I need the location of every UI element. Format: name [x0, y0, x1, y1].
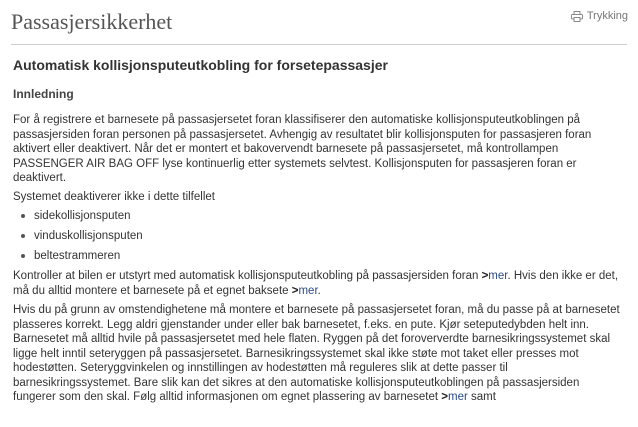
period: .: [317, 284, 321, 297]
page-title: Passasjersikkerhet: [11, 9, 173, 34]
more-label: mer: [298, 284, 318, 297]
subheading-innledning: Innledning: [13, 86, 74, 101]
intro-paragraph: For å registrere et barnesete på passasjersetet foran klassifiserer den automatiske kollisjonsputeutkoblingen på passasjersiden foran personen på passasjersetet. Avhengig av resultatet blir kollisjonsputen for passasjeren foran aktivert eller deaktivert. Når det er montert et bakovervendt barnesete på passasjersetet, må kontrollampen PASSENGER AIR BAG OFF lyse kontinuerlig etter systemets selvtest. Kollisjonsputen for passasjeren foran er deaktivert.: [13, 114, 592, 184]
placement-text-1: Hvis du på grunn av omstendighetene må montere et barnesete på passasjersetet foran, må du passe på at barnesetet plasseres korrekt. Legg aldri gjenstander under eller bak barnesetet, f.eks. en pute. Kjør seteputedybden helt inn. Barnesetet må alltid hvile på passasjersetet med hele flaten. Ryggen på det foroververdte barnesikringssystemet skal ligge helt inntil seteryggen på passasjersetet. Barnesikringssystemet skal ikke støte mot taket eller presses mot hodestøtten. Seteryggvinkelen og innstillingen av hodestøtten må reguleres slik at dette passer til barnesikringssystemet. Bare slik kan det sikres at den automatiske kollisjonsputeutkoblingen på passasjersiden fungerer som den skal. Følg alltid informasjonen om egnet plassering av barnesetet: [13, 304, 620, 403]
more-link[interactable]: [441, 391, 468, 403]
main-content: [13, 58, 625, 405]
bullet-list: [13, 206, 625, 266]
list-item: sidekollisjonsputen: [20, 206, 625, 226]
print-button[interactable]: [571, 10, 628, 22]
list-item: vinduskollisjonsputen: [20, 226, 625, 246]
placement-paragraph: [13, 303, 625, 405]
kontroller-paragraph: [13, 269, 625, 298]
section-title: Automatisk kollisjonsputeutkobling for forsetepassasjer: [13, 57, 388, 73]
more-arrow: >: [291, 284, 299, 297]
more-link[interactable]: [292, 285, 318, 297]
print-label: Trykking: [586, 10, 628, 22]
page-header: [0, 0, 638, 46]
kontroller-text-2: . Hvis den ikke er det, må du alltid montere et barnesete på et egnet baksete: [13, 270, 619, 297]
more-label: mer: [448, 391, 468, 403]
printer-icon: [571, 11, 583, 22]
more-arrow: >: [441, 391, 448, 403]
list-intro: Systemet deaktiverer ikke i dette tilfellet: [13, 190, 215, 203]
list-item: beltestrammeren: [20, 246, 625, 266]
placement-text-2: samt: [467, 391, 496, 403]
header-divider: [11, 44, 627, 45]
more-arrow: >: [481, 270, 489, 282]
more-link[interactable]: [482, 270, 508, 282]
more-label: mer: [488, 270, 508, 282]
kontroller-text-1: Kontroller at bilen er utstyrt med automatisk kollisjonsputeutkobling på passasjersiden foran: [13, 270, 482, 282]
